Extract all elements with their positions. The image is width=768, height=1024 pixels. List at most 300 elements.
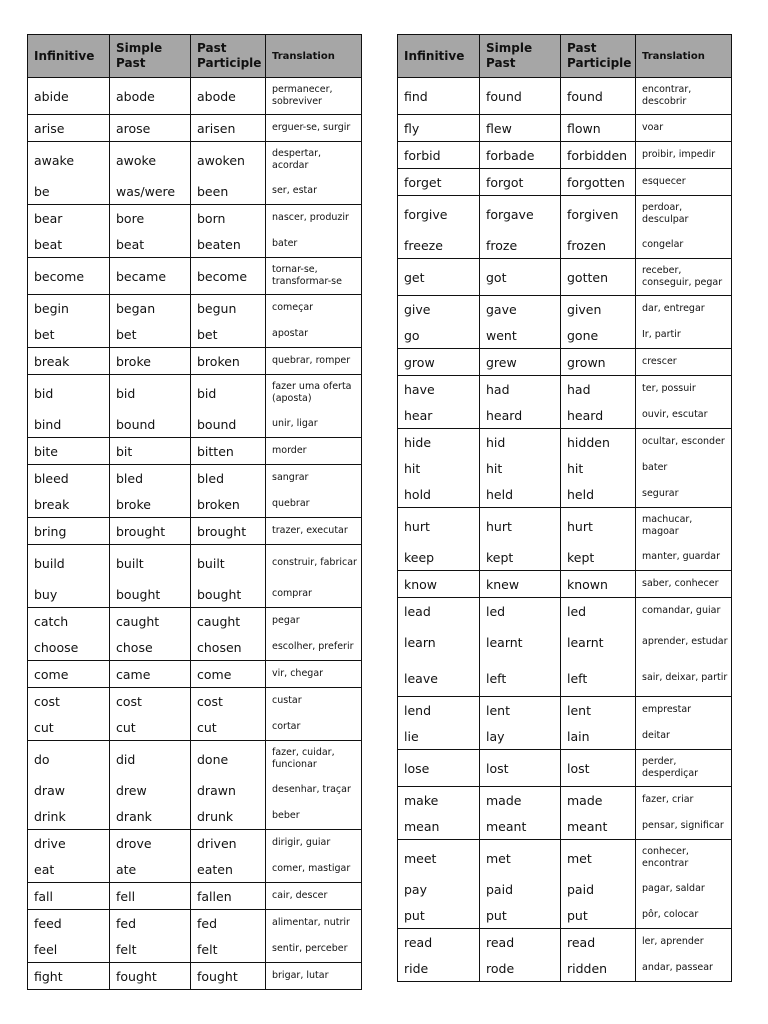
- translation-cell: ter, possuir: [636, 376, 732, 403]
- translation-cell: pagar, saldar: [636, 876, 732, 902]
- translation-cell: brigar, lutar: [266, 963, 362, 990]
- verb-row: [398, 232, 732, 259]
- past-participle-cell: gone: [561, 322, 636, 349]
- infinitive-cell: abide: [28, 78, 110, 115]
- infinitive-cell: break: [28, 348, 110, 375]
- verb-row: [398, 787, 732, 814]
- verb-row: [398, 142, 732, 169]
- infinitive-cell: lead: [398, 598, 480, 625]
- header-past-participle: Past Participle: [561, 35, 636, 78]
- infinitive-cell: pay: [398, 876, 480, 902]
- infinitive-cell: build: [28, 545, 110, 582]
- past-participle-cell: been: [191, 178, 266, 205]
- verb-row: [28, 856, 362, 883]
- simple-past-cell: began: [110, 295, 191, 322]
- infinitive-cell: drink: [28, 803, 110, 830]
- past-participle-cell: held: [561, 481, 636, 508]
- verb-row: [28, 883, 362, 910]
- verb-row: [28, 348, 362, 375]
- translation-cell: morder: [266, 438, 362, 465]
- verb-row: [398, 697, 732, 724]
- verb-row: [398, 455, 732, 481]
- translation-cell: escolher, preferir: [266, 634, 362, 661]
- past-participle-cell: bid: [191, 375, 266, 412]
- past-participle-cell: gotten: [561, 259, 636, 296]
- past-participle-cell: kept: [561, 544, 636, 571]
- verb-row: [28, 78, 362, 115]
- past-participle-cell: bitten: [191, 438, 266, 465]
- verb-row: [28, 295, 362, 322]
- past-participle-cell: bound: [191, 411, 266, 438]
- infinitive-cell: awake: [28, 142, 110, 179]
- verb-row: [398, 376, 732, 403]
- infinitive-cell: cut: [28, 714, 110, 741]
- past-participle-cell: broken: [191, 348, 266, 375]
- infinitive-cell: hide: [398, 429, 480, 456]
- infinitive-cell: meet: [398, 840, 480, 877]
- past-participle-cell: abode: [191, 78, 266, 115]
- translation-cell: nascer, produzir: [266, 205, 362, 232]
- verb-rows: [398, 78, 732, 982]
- verb-row: [28, 714, 362, 741]
- simple-past-cell: heard: [480, 402, 561, 429]
- verb-row: [28, 115, 362, 142]
- past-participle-cell: paid: [561, 876, 636, 902]
- past-participle-cell: caught: [191, 608, 266, 635]
- simple-past-cell: made: [480, 787, 561, 814]
- verb-row: [398, 955, 732, 982]
- translation-cell: saber, conhecer: [636, 571, 732, 598]
- simple-past-cell: learnt: [480, 624, 561, 660]
- simple-past-cell: left: [480, 660, 561, 697]
- infinitive-cell: cost: [28, 688, 110, 715]
- simple-past-cell: beat: [110, 231, 191, 258]
- simple-past-cell: led: [480, 598, 561, 625]
- simple-past-cell: caught: [110, 608, 191, 635]
- past-participle-cell: drunk: [191, 803, 266, 830]
- translation-cell: sentir, perceber: [266, 936, 362, 963]
- simple-past-cell: cost: [110, 688, 191, 715]
- past-participle-cell: ridden: [561, 955, 636, 982]
- translation-cell: fazer, cuidar, funcionar: [266, 741, 362, 778]
- simple-past-cell: drank: [110, 803, 191, 830]
- infinitive-cell: bind: [28, 411, 110, 438]
- infinitive-cell: come: [28, 661, 110, 688]
- verb-row: [398, 259, 732, 296]
- infinitive-cell: catch: [28, 608, 110, 635]
- infinitive-cell: be: [28, 178, 110, 205]
- simple-past-cell: flew: [480, 115, 561, 142]
- translation-cell: fazer, criar: [636, 787, 732, 814]
- simple-past-cell: froze: [480, 232, 561, 259]
- past-participle-cell: driven: [191, 830, 266, 857]
- verb-row: [398, 929, 732, 956]
- infinitive-cell: break: [28, 491, 110, 518]
- past-participle-cell: born: [191, 205, 266, 232]
- verb-row: [28, 518, 362, 545]
- simple-past-cell: hurt: [480, 508, 561, 545]
- simple-past-cell: had: [480, 376, 561, 403]
- verb-row: [28, 688, 362, 715]
- past-participle-cell: lent: [561, 697, 636, 724]
- verb-row: [28, 910, 362, 937]
- simple-past-cell: cut: [110, 714, 191, 741]
- verb-row: [28, 608, 362, 635]
- past-participle-cell: broken: [191, 491, 266, 518]
- infinitive-cell: mean: [398, 813, 480, 840]
- translation-cell: fazer uma oferta (aposta): [266, 375, 362, 412]
- verb-row: [398, 481, 732, 508]
- infinitive-cell: do: [28, 741, 110, 778]
- past-participle-cell: forgotten: [561, 169, 636, 196]
- infinitive-cell: know: [398, 571, 480, 598]
- simple-past-cell: lent: [480, 697, 561, 724]
- simple-past-cell: drew: [110, 777, 191, 803]
- infinitive-cell: drive: [28, 830, 110, 857]
- past-participle-cell: put: [561, 902, 636, 929]
- translation-cell: custar: [266, 688, 362, 715]
- translation-cell: vir, chegar: [266, 661, 362, 688]
- verb-table-right: [397, 34, 732, 982]
- translation-cell: emprestar: [636, 697, 732, 724]
- simple-past-cell: fought: [110, 963, 191, 990]
- simple-past-cell: put: [480, 902, 561, 929]
- infinitive-cell: eat: [28, 856, 110, 883]
- simple-past-cell: brought: [110, 518, 191, 545]
- verb-row: [398, 349, 732, 376]
- simple-past-cell: grew: [480, 349, 561, 376]
- header-past-participle: Past Participle: [191, 35, 266, 78]
- simple-past-cell: did: [110, 741, 191, 778]
- verb-row: [398, 723, 732, 750]
- verb-row: [28, 830, 362, 857]
- simple-past-cell: knew: [480, 571, 561, 598]
- infinitive-cell: feel: [28, 936, 110, 963]
- past-participle-cell: known: [561, 571, 636, 598]
- infinitive-cell: leave: [398, 660, 480, 697]
- header-translation: Translation: [636, 35, 732, 78]
- translation-cell: ocultar, esconder: [636, 429, 732, 456]
- simple-past-cell: forgave: [480, 196, 561, 233]
- past-participle-cell: read: [561, 929, 636, 956]
- verb-row: [398, 429, 732, 456]
- simple-past-cell: arose: [110, 115, 191, 142]
- translation-cell: bater: [266, 231, 362, 258]
- infinitive-cell: bite: [28, 438, 110, 465]
- simple-past-cell: lay: [480, 723, 561, 750]
- infinitive-cell: grow: [398, 349, 480, 376]
- simple-past-cell: paid: [480, 876, 561, 902]
- simple-past-cell: bet: [110, 321, 191, 348]
- translation-cell: Ir, partir: [636, 322, 732, 349]
- translation-cell: ler, aprender: [636, 929, 732, 956]
- translation-cell: beber: [266, 803, 362, 830]
- past-participle-cell: beaten: [191, 231, 266, 258]
- verb-row: [398, 571, 732, 598]
- past-participle-cell: flown: [561, 115, 636, 142]
- simple-past-cell: bit: [110, 438, 191, 465]
- past-participle-cell: led: [561, 598, 636, 625]
- simple-past-cell: ate: [110, 856, 191, 883]
- header-row: [28, 35, 362, 78]
- infinitive-cell: lie: [398, 723, 480, 750]
- translation-cell: andar, passear: [636, 955, 732, 982]
- translation-cell: alimentar, nutrir: [266, 910, 362, 937]
- translation-cell: apostar: [266, 321, 362, 348]
- translation-cell: perdoar, desculpar: [636, 196, 732, 233]
- infinitive-cell: feed: [28, 910, 110, 937]
- verb-row: [28, 321, 362, 348]
- infinitive-cell: hold: [398, 481, 480, 508]
- past-participle-cell: forgiven: [561, 196, 636, 233]
- verb-row: [398, 402, 732, 429]
- verb-row: [398, 544, 732, 571]
- simple-past-cell: held: [480, 481, 561, 508]
- translation-cell: despertar, acordar: [266, 142, 362, 179]
- past-participle-cell: cut: [191, 714, 266, 741]
- verb-row: [398, 750, 732, 787]
- translation-cell: pensar, significar: [636, 813, 732, 840]
- header-translation: Translation: [266, 35, 362, 78]
- verb-row: [398, 660, 732, 697]
- simple-past-cell: forgot: [480, 169, 561, 196]
- infinitive-cell: lend: [398, 697, 480, 724]
- translation-cell: cortar: [266, 714, 362, 741]
- verb-row: [398, 196, 732, 233]
- translation-cell: permanecer, sobreviver: [266, 78, 362, 115]
- infinitive-cell: lose: [398, 750, 480, 787]
- translation-cell: ouvir, escutar: [636, 402, 732, 429]
- simple-past-cell: built: [110, 545, 191, 582]
- past-participle-cell: bet: [191, 321, 266, 348]
- past-participle-cell: fought: [191, 963, 266, 990]
- infinitive-cell: read: [398, 929, 480, 956]
- past-participle-cell: eaten: [191, 856, 266, 883]
- verb-row: [398, 508, 732, 545]
- verb-row: [28, 178, 362, 205]
- verb-row: [398, 115, 732, 142]
- infinitive-cell: bet: [28, 321, 110, 348]
- simple-past-cell: hid: [480, 429, 561, 456]
- verb-row: [28, 741, 362, 778]
- verb-row: [28, 634, 362, 661]
- verb-row: [398, 876, 732, 902]
- verb-row: [28, 803, 362, 830]
- verb-row: [398, 902, 732, 929]
- simple-past-cell: meant: [480, 813, 561, 840]
- infinitive-cell: forgive: [398, 196, 480, 233]
- past-participle-cell: brought: [191, 518, 266, 545]
- simple-past-cell: bled: [110, 465, 191, 492]
- infinitive-cell: become: [28, 258, 110, 295]
- past-participle-cell: heard: [561, 402, 636, 429]
- verb-row: [398, 296, 732, 323]
- simple-past-cell: broke: [110, 348, 191, 375]
- past-participle-cell: done: [191, 741, 266, 778]
- verb-row: [398, 598, 732, 625]
- infinitive-cell: go: [398, 322, 480, 349]
- verb-row: [28, 411, 362, 438]
- translation-cell: sangrar: [266, 465, 362, 492]
- translation-cell: aprender, estudar: [636, 624, 732, 660]
- infinitive-cell: hit: [398, 455, 480, 481]
- translation-cell: trazer, executar: [266, 518, 362, 545]
- infinitive-cell: fly: [398, 115, 480, 142]
- verb-table-left: [27, 34, 362, 990]
- infinitive-cell: get: [398, 259, 480, 296]
- past-participle-cell: hit: [561, 455, 636, 481]
- simple-past-cell: found: [480, 78, 561, 115]
- infinitive-cell: forget: [398, 169, 480, 196]
- verb-row: [398, 78, 732, 115]
- past-participle-cell: fed: [191, 910, 266, 937]
- infinitive-cell: freeze: [398, 232, 480, 259]
- translation-cell: comandar, guiar: [636, 598, 732, 625]
- translation-cell: tornar-se, transformar-se: [266, 258, 362, 295]
- simple-past-cell: drove: [110, 830, 191, 857]
- past-participle-cell: bought: [191, 581, 266, 608]
- infinitive-cell: put: [398, 902, 480, 929]
- translation-cell: conhecer, encontrar: [636, 840, 732, 877]
- infinitive-cell: draw: [28, 777, 110, 803]
- simple-past-cell: lost: [480, 750, 561, 787]
- simple-past-cell: rode: [480, 955, 561, 982]
- translation-cell: manter, guardar: [636, 544, 732, 571]
- infinitive-cell: give: [398, 296, 480, 323]
- verb-row: [398, 624, 732, 660]
- translation-cell: erguer-se, surgir: [266, 115, 362, 142]
- past-participle-cell: forbidden: [561, 142, 636, 169]
- verb-rows: [28, 78, 362, 990]
- past-participle-cell: chosen: [191, 634, 266, 661]
- verb-row: [28, 545, 362, 582]
- translation-cell: comer, mastigar: [266, 856, 362, 883]
- infinitive-cell: bring: [28, 518, 110, 545]
- infinitive-cell: forbid: [398, 142, 480, 169]
- verb-row: [28, 661, 362, 688]
- simple-past-cell: broke: [110, 491, 191, 518]
- infinitive-cell: find: [398, 78, 480, 115]
- translation-cell: ser, estar: [266, 178, 362, 205]
- verb-row: [28, 258, 362, 295]
- translation-cell: esquecer: [636, 169, 732, 196]
- verb-row: [398, 813, 732, 840]
- simple-past-cell: gave: [480, 296, 561, 323]
- past-participle-cell: cost: [191, 688, 266, 715]
- translation-cell: receber, conseguir, pegar: [636, 259, 732, 296]
- infinitive-cell: have: [398, 376, 480, 403]
- infinitive-cell: make: [398, 787, 480, 814]
- infinitive-cell: choose: [28, 634, 110, 661]
- past-participle-cell: met: [561, 840, 636, 877]
- simple-past-cell: bound: [110, 411, 191, 438]
- simple-past-cell: felt: [110, 936, 191, 963]
- header-simple-past: Simple Past: [480, 35, 561, 78]
- past-participle-cell: found: [561, 78, 636, 115]
- translation-cell: construir, fabricar: [266, 545, 362, 582]
- translation-cell: quebrar, romper: [266, 348, 362, 375]
- simple-past-cell: was/were: [110, 178, 191, 205]
- header-row: [398, 35, 732, 78]
- translation-cell: deitar: [636, 723, 732, 750]
- verb-row: [398, 322, 732, 349]
- past-participle-cell: hurt: [561, 508, 636, 545]
- translation-cell: pôr, colocar: [636, 902, 732, 929]
- past-participle-cell: left: [561, 660, 636, 697]
- past-participle-cell: begun: [191, 295, 266, 322]
- translation-cell: bater: [636, 455, 732, 481]
- infinitive-cell: beat: [28, 231, 110, 258]
- past-participle-cell: fallen: [191, 883, 266, 910]
- past-participle-cell: given: [561, 296, 636, 323]
- infinitive-cell: learn: [398, 624, 480, 660]
- translation-cell: voar: [636, 115, 732, 142]
- translation-cell: começar: [266, 295, 362, 322]
- simple-past-cell: chose: [110, 634, 191, 661]
- verb-row: [28, 936, 362, 963]
- past-participle-cell: lost: [561, 750, 636, 787]
- translation-cell: pegar: [266, 608, 362, 635]
- header-infinitive: Infinitive: [28, 35, 110, 78]
- simple-past-cell: forbade: [480, 142, 561, 169]
- simple-past-cell: became: [110, 258, 191, 295]
- verb-row: [28, 465, 362, 492]
- past-participle-cell: meant: [561, 813, 636, 840]
- translation-cell: segurar: [636, 481, 732, 508]
- past-participle-cell: come: [191, 661, 266, 688]
- simple-past-cell: hit: [480, 455, 561, 481]
- past-participle-cell: awoken: [191, 142, 266, 179]
- verb-row: [398, 169, 732, 196]
- translation-cell: dar, entregar: [636, 296, 732, 323]
- verb-row: [28, 231, 362, 258]
- verb-row: [398, 840, 732, 877]
- past-participle-cell: felt: [191, 936, 266, 963]
- simple-past-cell: fed: [110, 910, 191, 937]
- verb-row: [28, 581, 362, 608]
- infinitive-cell: ride: [398, 955, 480, 982]
- simple-past-cell: abode: [110, 78, 191, 115]
- infinitive-cell: hear: [398, 402, 480, 429]
- verb-row: [28, 491, 362, 518]
- verb-row: [28, 963, 362, 990]
- header-simple-past: Simple Past: [110, 35, 191, 78]
- verb-row: [28, 438, 362, 465]
- infinitive-cell: begin: [28, 295, 110, 322]
- simple-past-cell: went: [480, 322, 561, 349]
- past-participle-cell: grown: [561, 349, 636, 376]
- infinitive-cell: bid: [28, 375, 110, 412]
- past-participle-cell: bled: [191, 465, 266, 492]
- translation-cell: machucar, magoar: [636, 508, 732, 545]
- simple-past-cell: awoke: [110, 142, 191, 179]
- infinitive-cell: arise: [28, 115, 110, 142]
- infinitive-cell: keep: [398, 544, 480, 571]
- infinitive-cell: bear: [28, 205, 110, 232]
- simple-past-cell: kept: [480, 544, 561, 571]
- translation-cell: dirigir, guiar: [266, 830, 362, 857]
- translation-cell: sair, deixar, partir: [636, 660, 732, 697]
- simple-past-cell: came: [110, 661, 191, 688]
- verb-row: [28, 375, 362, 412]
- past-participle-cell: had: [561, 376, 636, 403]
- translation-cell: crescer: [636, 349, 732, 376]
- infinitive-cell: buy: [28, 581, 110, 608]
- past-participle-cell: become: [191, 258, 266, 295]
- translation-cell: desenhar, traçar: [266, 777, 362, 803]
- verb-row: [28, 205, 362, 232]
- translation-cell: proibir, impedir: [636, 142, 732, 169]
